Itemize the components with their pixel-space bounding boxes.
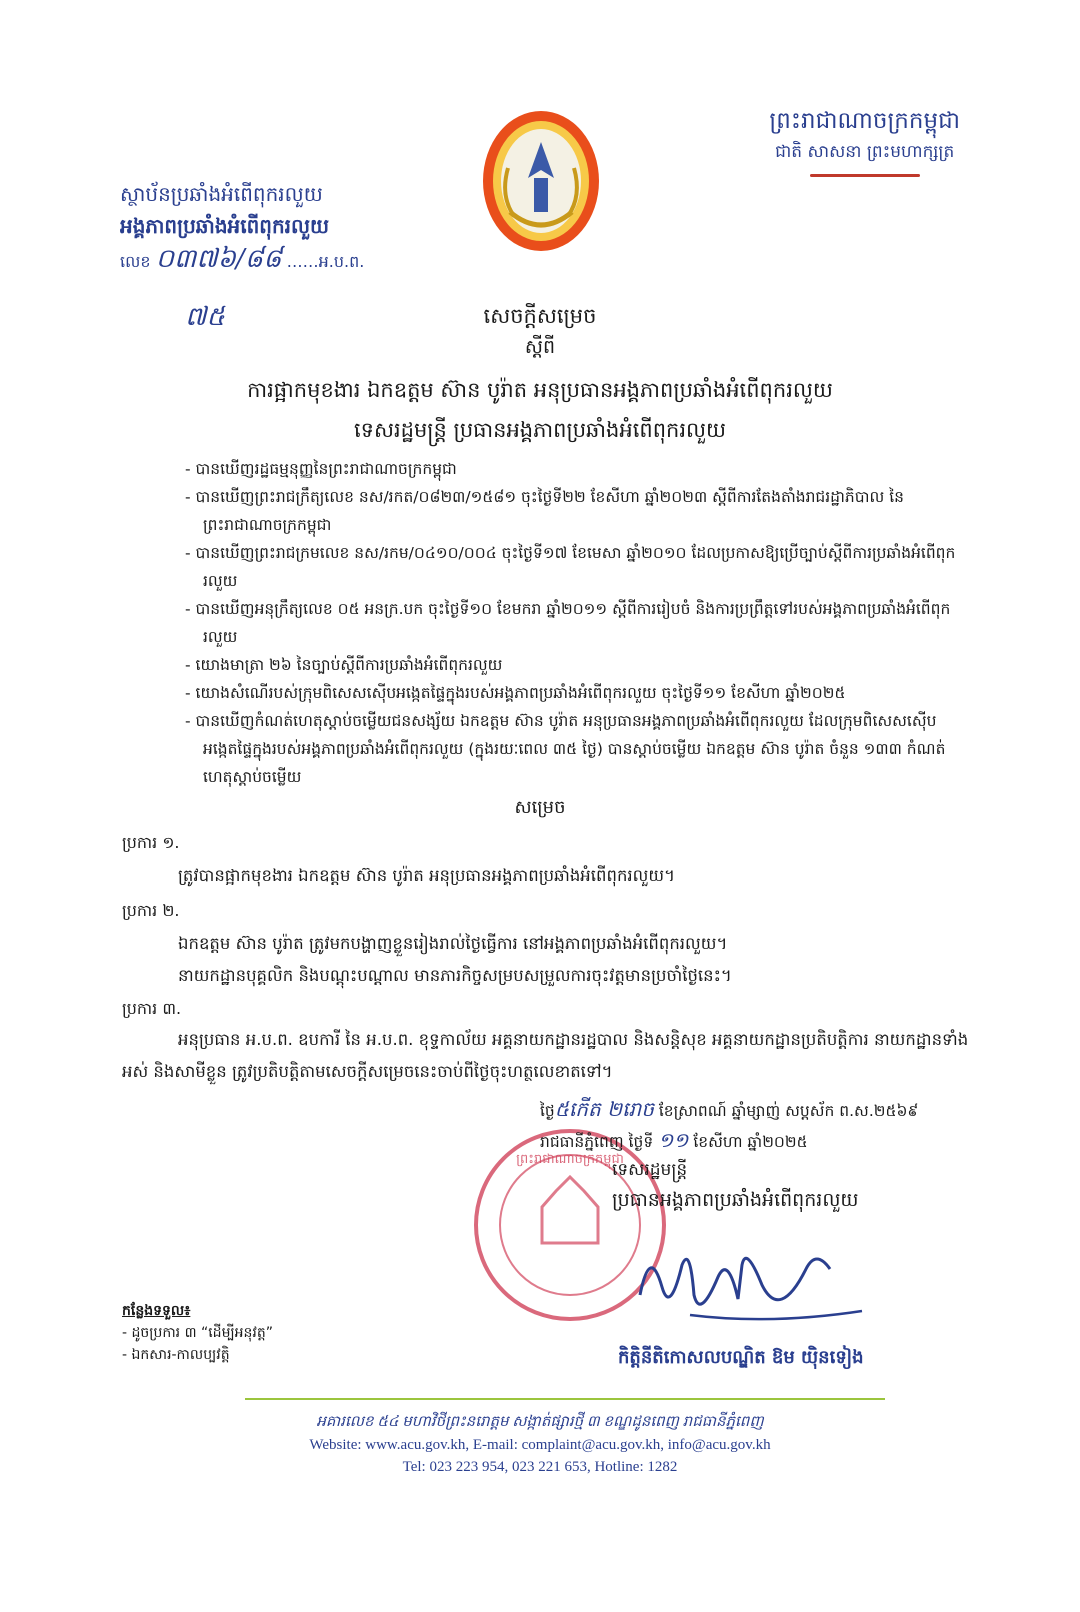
article-2-heading: ប្រការ ២.: [122, 901, 180, 920]
signer-block: [612, 1155, 859, 1215]
article-2-body-line1: ឯកឧត្តម ស៊ាន បូរ៉ាត ត្រូវមកបង្ហាញខ្លួនរៀងរាល់ថ្ងៃធ្វើការ នៅអង្គភាពប្រឆាំងអំពើពុករលួយ។: [178, 934, 728, 953]
article-1-body: ត្រូវបានផ្អាកមុខងារ ឯកឧត្តម ស៊ាន បូរ៉ាត អនុប្រធានអង្គភាពប្រឆាំងអំពើពុករលួយ។: [178, 866, 675, 885]
date-block: [540, 1095, 918, 1157]
unit-name: អង្គភាពប្រឆាំងអំពើពុករលួយ: [120, 214, 330, 238]
signer-position: ប្រធានអង្គភាពប្រឆាំងអំពើពុករលួយ: [612, 1189, 859, 1211]
decision-subject: ការផ្អាកមុខងារ ឯកឧត្តម ស៊ាន បូរ៉ាត អនុប្រធានអង្គភាពប្រឆាំងអំពើពុករលួយ: [247, 378, 833, 402]
acu-emblem-logo: [480, 108, 602, 254]
basis-item: - បានឃើញកំណត់ហេតុស្តាប់ចម្លើយជនសង្ស័យ ឯកឧត្តម ស៊ាន បូរ៉ាត អនុប្រធានអង្គភាពប្រឆាំងអំពើពុករលួយ ដែលក្រុមពិសេសស៊ើបអង្កេតផ្ទៃក្នុងរបស់អង្គភាពប្រឆាំងអំពើពុករលួយ (ក្នុងរយៈពេល ៣៥ ថ្ងៃ) បានស្តាប់ចម្លើយ ឯកឧត្តម ស៊ាន បូរ៉ាត ចំនួន ១៣៣ កំណត់ហេតុស្តាប់ចម្លើយ: [185, 707, 970, 791]
kingdom-motto: ជាតិ សាសនា ព្រះមហាក្សត្រ: [775, 142, 955, 162]
reference-number: [120, 242, 364, 279]
decision-title-block: [0, 300, 1080, 450]
article-2-body-line2: នាយកដ្ឋានបុគ្គលិក និងបណ្តុះបណ្តាល មានភារកិច្ចសម្របសម្រួលការចុះវត្តមានប្រចាំថ្ងៃនេះ។: [178, 966, 732, 985]
legal-basis-list: [185, 455, 970, 791]
footer-phone: Tel: 023 223 954, 023 221 653, Hotline: 1282: [402, 1459, 678, 1475]
recipient-item: - ដូចប្រការ ៣ “ដើម្បីអនុវត្ត”: [122, 1325, 273, 1341]
institution-name: ស្ថាប័នប្រឆាំងអំពើពុករលួយ: [120, 182, 323, 206]
basis-item: - បានឃើញអនុក្រឹត្យលេខ ០៥ អនក្រ.បក ចុះថ្ងៃទី១០ ខែមករា ឆ្នាំ២០១១ ស្តីពីការរៀបចំ និងការប្រព្រឹត្តទៅរបស់អង្គភាពប្រឆាំងអំពើពុករលួយ: [185, 595, 970, 651]
signer-title: ទេសរដ្ឋមន្ត្រី: [612, 1160, 688, 1180]
basis-item: - យោងសំណើរបស់ក្រុមពិសេសស៊ើបអង្កេតផ្ទៃក្នុងរបស់អង្គភាពប្រឆាំងអំពើពុករលួយ ចុះថ្ងៃទី១១ ខែសីហា ឆ្នាំ២០២៥: [185, 679, 970, 707]
article-3-body: អនុប្រធាន អ.ប.ព. ឧបការី នៃ អ.ប.ព. ខុទ្ទកាល័យ អគ្គនាយកដ្ឋានរដ្ឋបាល និងសន្តិសុខ អគ្គនាយកដ្ឋានប្រតិបត្តិការ នាយកដ្ឋានទាំងអស់ និងសាមីខ្លួន ត្រូវប្រតិបត្តិតាមសេចក្តីសម្រេចនេះចាប់ពីថ្ងៃចុះហត្ថលេខាតទៅ។: [122, 1030, 969, 1081]
ornament-divider: [810, 174, 920, 177]
kingdom-header: [769, 104, 960, 177]
recipients-heading: កន្លែងទទួល៖: [122, 1303, 191, 1319]
ref-prefix: លេខ: [120, 252, 151, 271]
lunar-date: [540, 1095, 918, 1126]
solar-prefix: រាជធានីភ្នំពេញ ថ្ងៃទី: [540, 1133, 654, 1151]
document-type: សេចក្តីសម្រេច: [483, 304, 597, 328]
footer: [0, 1410, 1080, 1478]
article-3-heading: ប្រការ ៣.: [122, 999, 182, 1018]
basis-item: - បានឃើញព្រះរាជក្រឹត្យលេខ នស/រកត/០៨២៣/១៥៨១ ចុះថ្ងៃទី២២ ខែសីហា ឆ្នាំ២០២៣ ស្តីពីការតែងតាំងរាជរដ្ឋាភិបាល នៃព្រះរាជាណាចក្រកម្ពុជា: [185, 483, 970, 539]
solar-date: [540, 1126, 918, 1157]
recipient-item: - ឯកសារ-កាលប្បវត្តិ: [122, 1347, 230, 1363]
lunar-handwritten: ៥កើត ២រោច: [554, 1097, 654, 1121]
recipients-block: [122, 1300, 273, 1366]
lunar-prefix: ថ្ងៃ: [540, 1102, 555, 1120]
ref-suffix: ……អ.ប.ព.: [286, 252, 365, 271]
solar-rest: ខែសីហា ឆ្នាំ២០២៥: [693, 1133, 808, 1151]
handwritten-signature: [630, 1225, 870, 1335]
ref-handwritten: ០៣៧៦/៨៨: [155, 244, 282, 274]
handwritten-mark: ៧៥: [185, 302, 225, 332]
kingdom-title: ព្រះរាជាណាចក្រកម្ពុជា: [769, 108, 960, 134]
decision-heading: សម្រេច: [514, 797, 566, 818]
title-about: ស្តីពី: [524, 336, 556, 358]
footer-divider: [245, 1398, 885, 1400]
basis-item: - បានឃើញព្រះរាជក្រមលេខ នស/រកម/០៤១០/០០៤ ចុះថ្ងៃទី១៧ ខែមេសា ឆ្នាំ២០១០ ដែលប្រកាសឱ្យប្រើច្បាប់ស្តីពីការប្រឆាំងអំពើពុករលួយ: [185, 539, 970, 595]
lunar-rest: ខែស្រាពណ៍ ឆ្នាំម្សាញ់ សប្តស័ក ព.ស.២៥៦៩: [658, 1102, 919, 1120]
seal-text: ព្រះរាជាណាចក្រកម្ពុជា: [516, 1152, 624, 1167]
agency-header: [120, 178, 364, 279]
basis-item: - យោងមាត្រា ២៦ នៃច្បាប់ស្តីពីការប្រឆាំងអំពើពុករលួយ: [185, 651, 970, 679]
footer-web: Website: www.acu.gov.kh, E-mail: complaint@acu.gov.kh, info@acu.gov.kh: [309, 1437, 771, 1453]
signer-name: កិត្តិនីតិកោសលបណ្ឌិត ឱម យ៉ិនទៀង: [618, 1347, 864, 1368]
footer-address: អគារលេខ ៥៤ មហាវិថីព្រះនរោត្តម សង្កាត់ផ្សារថ្មី ៣ ខណ្ឌដូនពេញ រាជធានីភ្នំពេញ: [316, 1414, 764, 1430]
article-1-heading: ប្រការ ១.: [122, 833, 180, 852]
solar-day: ១១: [658, 1128, 689, 1152]
basis-item: - បានឃើញរដ្ឋធម្មនុញ្ញនៃព្រះរាជាណាចក្រកម្ពុជា: [185, 455, 970, 483]
issuing-authority: ទេសរដ្ឋមន្ត្រី ប្រធានអង្គភាពប្រឆាំងអំពើពុករលួយ: [353, 418, 727, 442]
